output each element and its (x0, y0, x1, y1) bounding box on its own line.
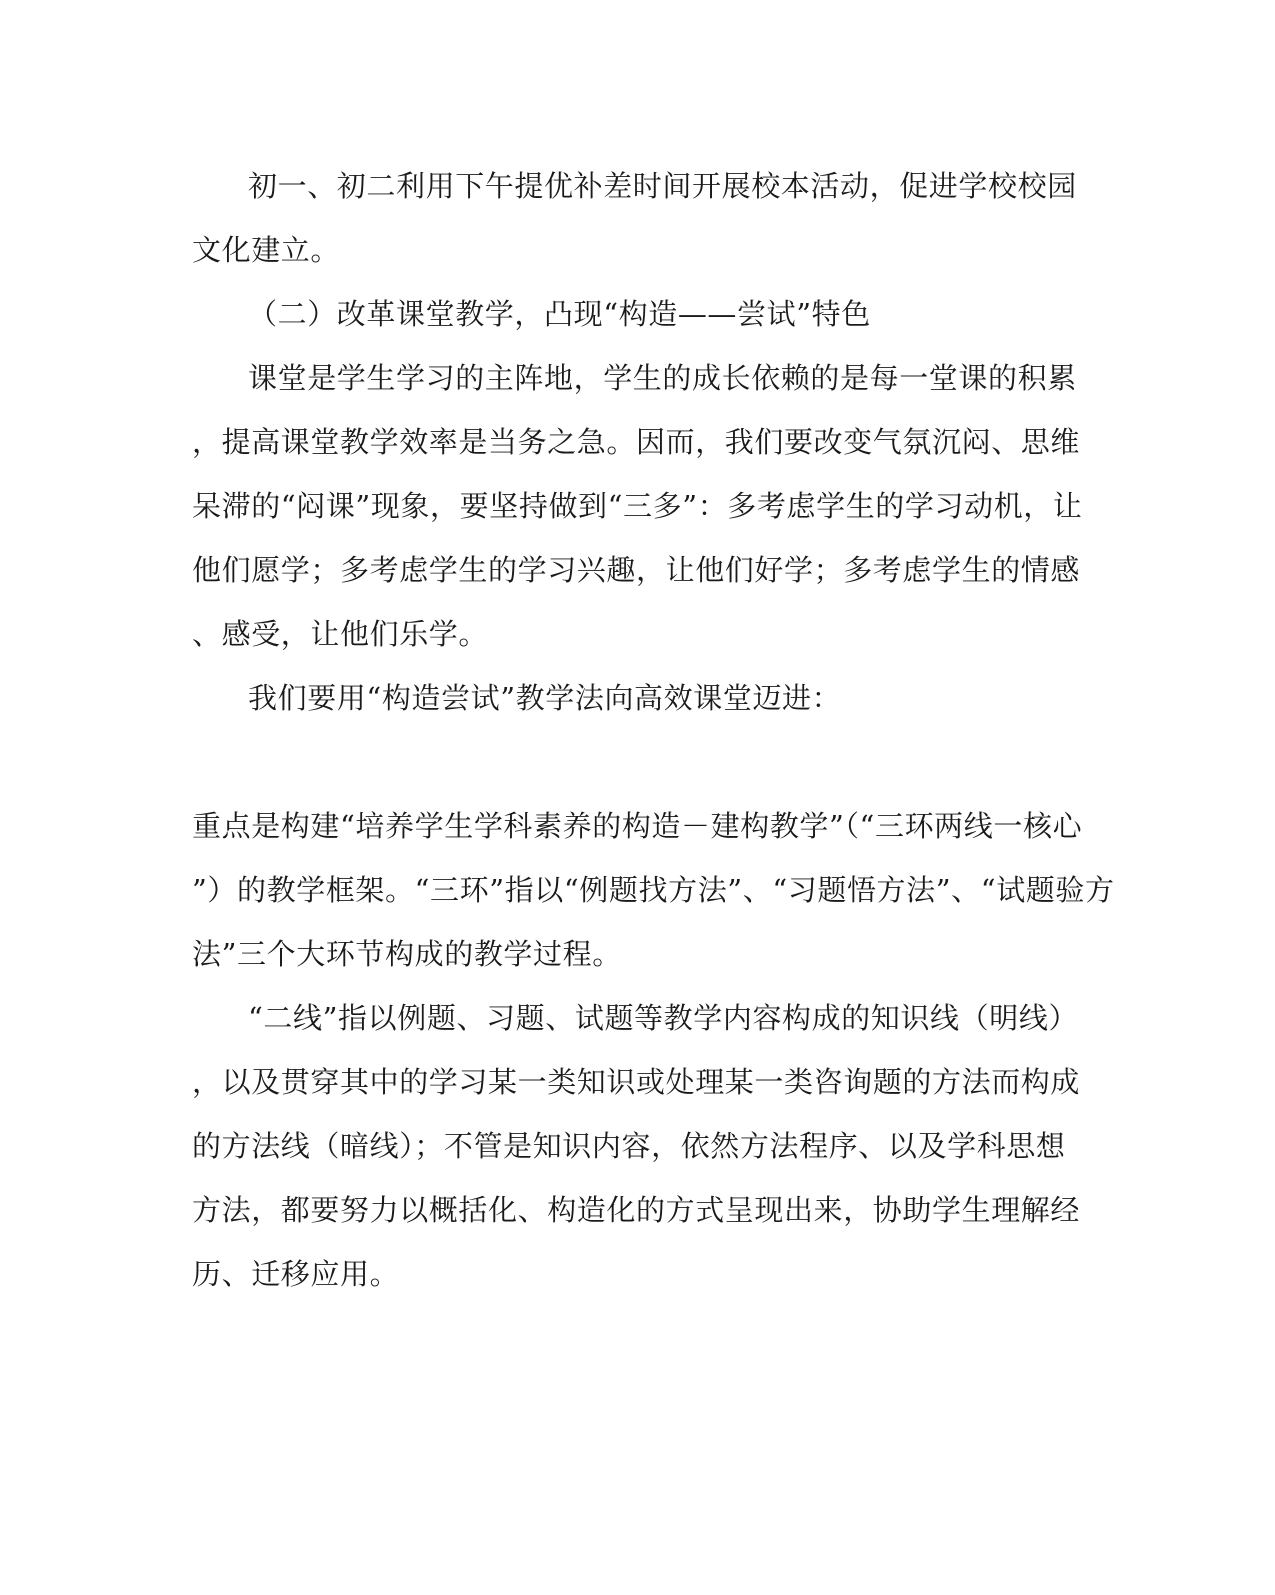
section-heading: （二）改革课堂教学，凸现“构造——尝试”特色 (248, 297, 871, 331)
paragraph-line: 方法，都要努力以概括化、构造化的方式呈现出来，协助学生理解经 (192, 1193, 1081, 1227)
paragraph-line: ，以及贯穿其中的学习某一类知识或处理某一类咨询题的方法而构成 (192, 1065, 1081, 1099)
paragraph-line: 文化建立。 (192, 233, 341, 267)
paragraph-line: 我们要用“构造尝试”教学法向高效课堂迈进： (248, 681, 842, 715)
paragraph-line: 初一、初二利用下午提优补差时间开展校本活动，促进学校校园 (248, 169, 1077, 203)
paragraph-line: 法”三个大环节构成的教学过程。 (192, 937, 622, 971)
paragraph-line: 呆滞的“闷课”现象，要坚持做到“三多”：多考虑学生的学习动机，让 (192, 489, 1083, 523)
paragraph-line: 历、迁移应用。 (192, 1257, 400, 1291)
paragraph-line: 他们愿学；多考虑学生的学习兴趣，让他们好学；多考虑学生的情感 (192, 553, 1081, 587)
paragraph-line: 的方法线（暗线）；不管是知识内容，依然方法程序、以及学科思想 (192, 1129, 1066, 1163)
paragraph-line: ”）的教学框架。“三环”指以“例题找方法”、“习题悟方法”、“试题验方 (192, 873, 1115, 907)
paragraph-line: “二线”指以例题、习题、试题等教学内容构成的知识线（明线） (248, 1001, 1079, 1035)
paragraph-line: 重点是构建“培养学生学科素养的构造－建构教学”（“三环两线一核心 (192, 809, 1083, 843)
paragraph-line: 课堂是学生学习的主阵地，学生的成长依赖的是每一堂课的积累 (248, 361, 1077, 395)
paragraph-line: 、感受，让他们乐学。 (192, 617, 489, 651)
paragraph-line: ，提高课堂教学效率是当务之急。因而，我们要改变气氛沉闷、思维 (192, 425, 1081, 459)
